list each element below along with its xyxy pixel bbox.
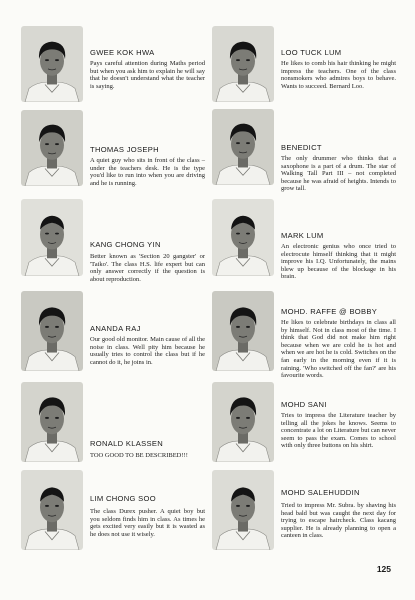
portrait-graphic <box>21 26 83 102</box>
left-eye <box>45 143 49 145</box>
student-photo <box>21 470 83 550</box>
student-bio: The class Durex pusher. A quiet boy but you seldom finds him in class. As times he gets excited very easily but it is wasted as he does not use it wisely. <box>90 508 205 538</box>
right-eye <box>55 233 59 235</box>
right-eye <box>55 326 59 328</box>
student-name: MOHD. RAFFE @ BOBBY <box>281 307 378 316</box>
student-name: BENEDICT <box>281 143 322 152</box>
student-photo <box>21 199 83 276</box>
student-bio: Tried to impress Mr. Subra. by shaving his head bald but was caught the next day for trying to escape haircheck. Class kacang supplier. He is already planning to open a canteen in class. <box>281 502 396 540</box>
left-eye <box>45 59 49 61</box>
student-photo <box>212 470 274 550</box>
portrait-graphic <box>212 291 274 371</box>
left-eye <box>236 505 240 507</box>
student-name: MOHD SANI <box>281 400 327 409</box>
portrait-graphic <box>21 291 83 371</box>
page-number: 125 <box>376 564 391 574</box>
left-eye <box>236 59 240 61</box>
portrait-graphic <box>212 199 274 276</box>
student-name: LOO TUCK LUM <box>281 48 342 57</box>
student-photo <box>212 199 274 276</box>
student-photo <box>21 382 83 462</box>
right-eye <box>246 417 250 419</box>
student-photo <box>21 291 83 371</box>
student-bio: He likes to comb his hair thinking he might impress the teachers. One of the class nonsmokers who admires boys to behave. Wants to succeed. Bernard Loo. <box>281 60 396 90</box>
portrait-graphic <box>21 110 83 186</box>
left-eye <box>45 417 49 419</box>
student-bio: TOO GOOD TO BE DESCRIBED!!! <box>90 452 188 459</box>
left-eye <box>45 326 49 328</box>
portrait-graphic <box>212 470 274 550</box>
student-name: MARK LUM <box>281 231 324 240</box>
student-bio: Pays careful attention during Maths period but when you ask him to explain he will say that he doesn't understand what the teacher is saying. <box>90 60 205 90</box>
student-photo <box>212 382 274 462</box>
student-bio: Better known as 'Section 20 gangster' or 'Taiko'. The class H.S. life expert but can only answer correctly if the question is about reproduction. <box>90 253 205 283</box>
right-eye <box>246 505 250 507</box>
left-eye <box>45 505 49 507</box>
student-name: LIM CHONG SOO <box>90 494 156 503</box>
right-eye <box>246 142 250 144</box>
student-name: GWEE KOK HWA <box>90 48 155 57</box>
portrait-graphic <box>21 470 83 550</box>
portrait-graphic <box>21 382 83 462</box>
left-eye <box>236 142 240 144</box>
student-bio: The only drummer who thinks that a saxophone is a part of a drum. The star of Walking Tall Part III – not completed because he was afraid of heights. Intends to grow tall. <box>281 155 396 193</box>
left-eye <box>45 233 49 235</box>
student-photo <box>212 26 274 102</box>
portrait-graphic <box>212 26 274 102</box>
right-eye <box>55 59 59 61</box>
student-photo <box>212 109 274 185</box>
student-photo <box>21 110 83 186</box>
student-bio: Tries to impress the Literature teacher by telling all the jokes he knows. Seems to concentrate a lot on Literature but can never seem to pass the exam. Comes to school with only three buttons on his shirt. <box>281 412 396 450</box>
student-name: KANG CHONG YIN <box>90 240 161 249</box>
left-eye <box>236 326 240 328</box>
left-eye <box>236 233 240 235</box>
student-name: MOHD SALEHUDDIN <box>281 488 360 497</box>
portrait-graphic <box>212 109 274 185</box>
student-name: THOMAS JOSEPH <box>90 145 159 154</box>
right-eye <box>55 505 59 507</box>
student-photo <box>212 291 274 371</box>
student-name: ANANDA RAJ <box>90 324 141 333</box>
student-bio: He likes to celebrate birthdays in class all by himself. Not in class most of the time. I think that God did not make him right because when we are cold he is hot and when we are hot he is cold. Switches on the fan early in the morning even if it is raining. 'Who switched off the fan?' are his favourite words. <box>281 319 396 380</box>
right-eye <box>246 326 250 328</box>
portrait-graphic <box>212 382 274 462</box>
right-eye <box>55 143 59 145</box>
student-bio: An electronic genius who once tried to electrocute himself thinking that it might improve his I.Q. Unfortunately, the mains blew up because of the blockage in his brain. <box>281 243 396 281</box>
left-eye <box>236 417 240 419</box>
student-name: RONALD KLASSEN <box>90 439 163 448</box>
student-bio: Our good old monitor. Main cause of all the noise in class. Well pity him because he usually tries to control the class but if he cannot do it, he joins in. <box>90 336 205 366</box>
student-bio: A quiet guy who sits in front of the class – under the teachers desk. He is the type you'd like to run into when you are driving and he is running. <box>90 157 205 187</box>
right-eye <box>246 59 250 61</box>
portrait-graphic <box>21 199 83 276</box>
right-eye <box>246 233 250 235</box>
right-eye <box>55 417 59 419</box>
student-photo <box>21 26 83 102</box>
